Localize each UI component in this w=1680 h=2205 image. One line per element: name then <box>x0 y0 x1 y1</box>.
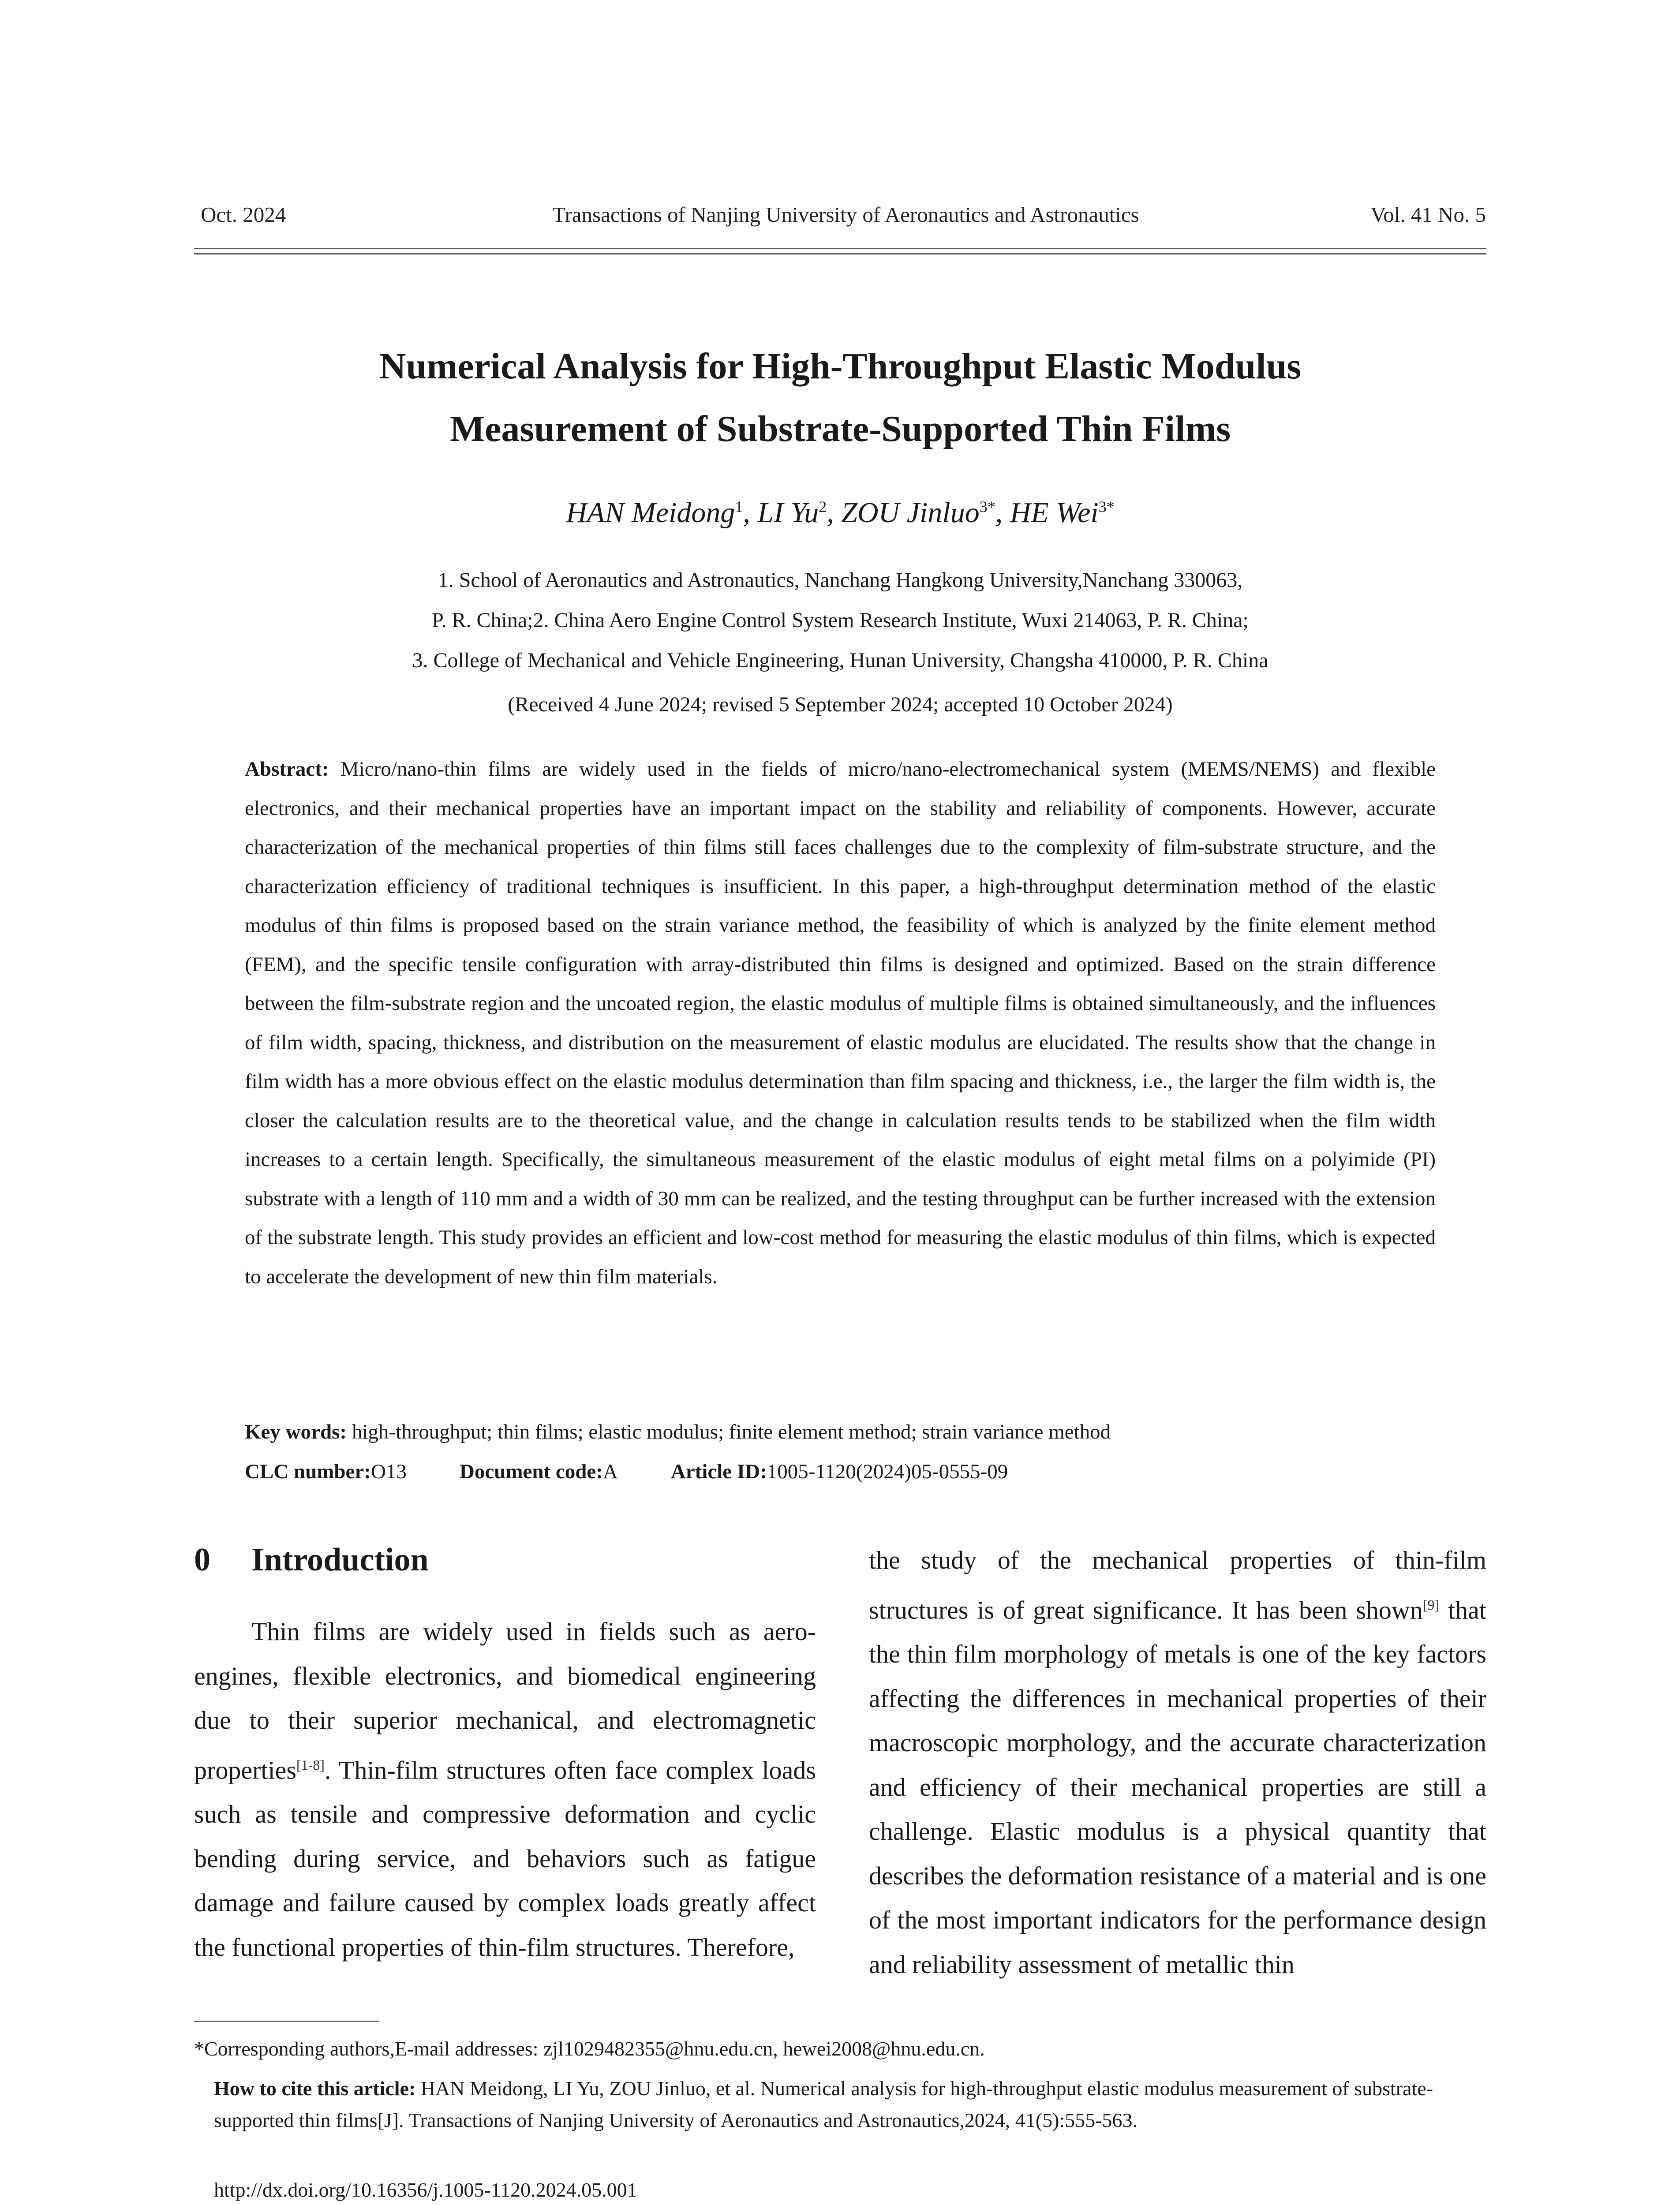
footnote-rule <box>194 2021 379 2022</box>
section-number: 0 <box>194 1542 210 1578</box>
author-list: HAN Meidong$^1$, LI Yu$^2$, ZOU Jinluo$^{3*}$, HE Wei$^{3*}$ <box>566 497 1115 529</box>
body-column-left <box>194 1610 816 1970</box>
citation-note <box>214 2073 1486 2136</box>
section-heading <box>194 1541 429 1579</box>
header-journal-name: Transactions of Nanjing University of Aeronautics and Astronautics <box>552 202 1139 227</box>
author-name: ZOU Jinluo <box>841 497 980 529</box>
paper-title <box>194 335 1486 460</box>
author-affil-mark: 3* <box>1098 498 1115 516</box>
article-id-value: 1005-1120(2024)05-0555-09 <box>767 1460 1008 1483</box>
clc-label: CLC number: <box>245 1460 371 1483</box>
header-rule-top <box>194 248 1486 249</box>
title-line-2: Measurement of Substrate-Supported Thin Films <box>449 408 1231 449</box>
classification-line <box>245 1460 1436 1484</box>
author-affil-mark: 2 <box>819 498 827 516</box>
abstract-text: Micro/nano-thin films are widely used in the fields of micro/nano-electromechanical system (MEMS/NEMS) and flexible electronics, and their mechanical properties have an important impact on the stability and reliability of components. However, accurate characterization of the mechanical properties of thin films still faces challenges due to the complexity of film-substrate structure, and the characterization efficiency of traditional techniques is insufficient. In this paper, a high-throughput determination method of the elastic modulus of thin films is proposed based on the strain variance method, the feasibility of which is analyzed by the finite element method (FEM), and the specific tensile configuration with array-distributed thin films is designed and optimized. Based on the strain difference between the film-substrate region and the uncoated region, the elastic modulus of multiple films is obtained simultaneously, and the influences of film width, spacing, thickness, and distribution on the measurement of elastic modulus are elucidated. The results show that the change in film width has a more obvious effect on the elastic modulus determination than film spacing and thickness, i.e., the larger the film width is, the closer the calculation results are to the theoretical value, and the change in calculation results tends to be stabilized when the film width increases to a certain length. Specifically, the simultaneous measurement of the elastic modulus of eight metal films on a polyimide (PI) substrate with a length of 110 mm and a width of 30 mm can be realized, and the testing throughput can be further increased with the extension of the substrate length. This study provides an efficient and low-cost method for measuring the elastic modulus of thin films, which is expected to accelerate the development of new thin film materials. <box>245 758 1436 1288</box>
citation: [1-8] <box>296 1757 325 1773</box>
section-title: Introduction <box>251 1542 429 1578</box>
doi-link[interactable]: http://dx.doi.org/10.16356/j.1005-1120.2024.05.001 <box>214 2179 637 2201</box>
abstract <box>245 750 1436 1296</box>
body-text: the study of the mechanical properties of thin-film structures is of great significance. It has been shown <box>869 1546 1486 1624</box>
body-text: that the thin film morphology of metals is one of the key factors affecting the differences in mechanical properties of their macroscopic morphology, and the accurate characterization and efficiency of their mechanical properties are still a challenge. Elastic modulus is a physical quantity that describes the deformation resistance of a material and is one of the most important indicators for the performance design and reliability assessment of metallic thin <box>869 1595 1486 1979</box>
header-date: Oct. 2024 <box>201 202 286 227</box>
citation: [9] <box>1422 1596 1440 1613</box>
corresponding-author-note: *Corresponding authors,E-mail addresses: zjl1029482355@hnu.edu.cn, hewei2008@hnu.edu.cn. <box>194 2037 985 2060</box>
author-name: HAN Meidong <box>566 497 735 529</box>
keywords-label: Key words: <box>245 1420 347 1443</box>
title-line-1: Numerical Analysis for High-Throughput Elastic Modulus <box>379 346 1302 387</box>
affiliation-line: 1. School of Aeronautics and Astronautics, Nanchang Hangkong University,Nanchang 330063, <box>438 568 1243 592</box>
citation-note-text: HAN Meidong, LI Yu, ZOU Jinluo, et al. Numerical analysis for high-throughput elastic modulus measurement of substrate-supported thin films[J]. Transactions of Nanjing University of Aeronautics and Astronautics,2024, 41(5):555-563. <box>214 2077 1433 2131</box>
document-code-label: Document code: <box>459 1460 603 1483</box>
document-code-value: A <box>602 1460 618 1483</box>
keywords-text: high-throughput; thin films; elastic modulus; finite element method; strain variance method <box>352 1420 1111 1443</box>
keywords <box>245 1420 1436 1444</box>
affiliations <box>194 560 1486 680</box>
body-text: Thin films are widely used in fields such as aero-engines, flexible electronics, and biomedical engineering due to their superior mechanical, and electromagnetic properties <box>194 1617 816 1784</box>
clc-value: O13 <box>370 1460 407 1483</box>
author-affil-mark: 1 <box>735 498 743 516</box>
abstract-label: Abstract: <box>245 758 329 781</box>
affiliation-line: P. R. China;2. China Aero Engine Control System Research Institute, Wuxi 214063, P. R. China; <box>432 609 1249 632</box>
article-id-label: Article ID: <box>670 1460 767 1483</box>
body-text: . Thin-film structures often face complex loads such as tensile and compressive deformation and cyclic bending during service, and behaviors such as fatigue damage and failure caused by complex loads greatly affect the functional properties of thin-film structures. Therefore, <box>194 1755 816 1962</box>
author-affil-mark: 3* <box>979 498 995 516</box>
header-volume: Vol. 41 No. 5 <box>1370 202 1486 227</box>
body-column-right <box>869 1538 1486 1987</box>
author-name: HE Wei <box>1010 497 1099 529</box>
header-rule-bottom <box>194 253 1486 254</box>
affiliation-line: 3. College of Mechanical and Vehicle Engineering, Hunan University, Changsha 410000, P. R. China <box>412 649 1268 672</box>
author-name: LI Yu <box>757 497 819 529</box>
citation-note-label: How to cite this article: <box>214 2077 416 2100</box>
received-dates: (Received 4 June 2024; revised 5 September 2024; accepted 10 October 2024) <box>508 693 1173 716</box>
